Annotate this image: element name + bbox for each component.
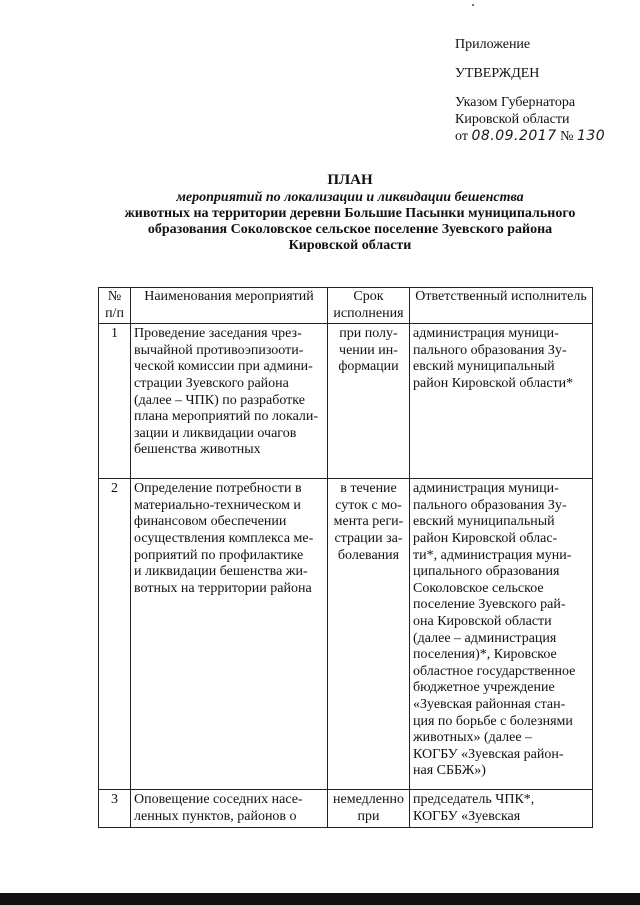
table-row xyxy=(99,324,593,479)
measures-table xyxy=(98,287,593,828)
row-term: при полу- чении ин- формации xyxy=(328,324,410,479)
row-executor: администрация муници- пального образования Зу- евский муниципальный район Кировской области* xyxy=(410,324,593,479)
row-term: немедленно при xyxy=(328,790,410,828)
title-line-4: Кировской области xyxy=(288,238,412,253)
approval-header xyxy=(455,36,605,145)
scan-bottom-edge xyxy=(0,893,640,905)
row-measure: Проведение заседания чрез- вычайной противоэпизооти- ческой комиссии при админи- страции Зуевского района (далее – ЧПК) по разработке плана мероприятий по локали- зации и ликвидации очагов бешенства животных xyxy=(131,324,328,479)
title-line-2: животных на территории деревни Большие Пасынки муниципального xyxy=(124,206,576,221)
row-number: 3 xyxy=(99,790,131,828)
title-line-1: мероприятий по локализации и ликвидации бешенства xyxy=(176,190,524,205)
header-executor: Ответственный исполнитель xyxy=(410,288,593,324)
header-measures: Наименования мероприятий xyxy=(131,288,328,324)
scan-artifact xyxy=(472,4,474,6)
header-number: № п/п xyxy=(99,288,131,324)
number-prefix: № xyxy=(560,129,574,144)
row-number: 1 xyxy=(99,324,131,479)
appendix-label: Приложение xyxy=(455,37,531,52)
approved-label: УТВЕРЖДЕН xyxy=(455,66,540,81)
decree-line-2: Кировской области xyxy=(455,112,570,127)
row-term: в течение суток с мо- мента реги- страции за- болевания xyxy=(328,479,410,790)
table-row xyxy=(99,479,593,790)
title-line-3: образования Соколовское сельское поселение Зуевского района xyxy=(147,222,553,237)
row-measure: Определение потребности в материально-техническом и финансовом обеспечении осуществления комплекса ме- роприятий по профилактике и ликвидации бешенства жи- вотных на территории района xyxy=(131,479,328,790)
date-prefix: от xyxy=(455,129,468,144)
decree-line-1: Указом Губернатора xyxy=(455,95,576,110)
row-measure: Оповещение соседних насе- ленных пунктов, районов о xyxy=(131,790,328,828)
table-header-row xyxy=(99,288,593,324)
decree-date: 08.09.2017 xyxy=(471,128,557,144)
document-title xyxy=(90,172,610,254)
row-number: 2 xyxy=(99,479,131,790)
decree-date-line xyxy=(455,128,605,145)
title-plan: ПЛАН xyxy=(327,172,373,188)
row-executor: администрация муници- пального образования Зу- евский муниципальный район Кировской облас- ти*, администрация муни- ципального образования Соколовское сельское поселение Зуевского рай- она Кировской области (далее – администрация поселения)*, Кировское областное государственное бюджетное учреждение «Зуевская районная стан- ция по борьбе с болезнями животных» (далее – КОГБУ «Зуевская район- ная СББЖ») xyxy=(410,479,593,790)
row-executor: председатель ЧПК*, КОГБУ «Зуевская xyxy=(410,790,593,828)
decree-number: 130 xyxy=(576,128,606,144)
header-term: Срок исполнения xyxy=(328,288,410,324)
table-row xyxy=(99,790,593,828)
